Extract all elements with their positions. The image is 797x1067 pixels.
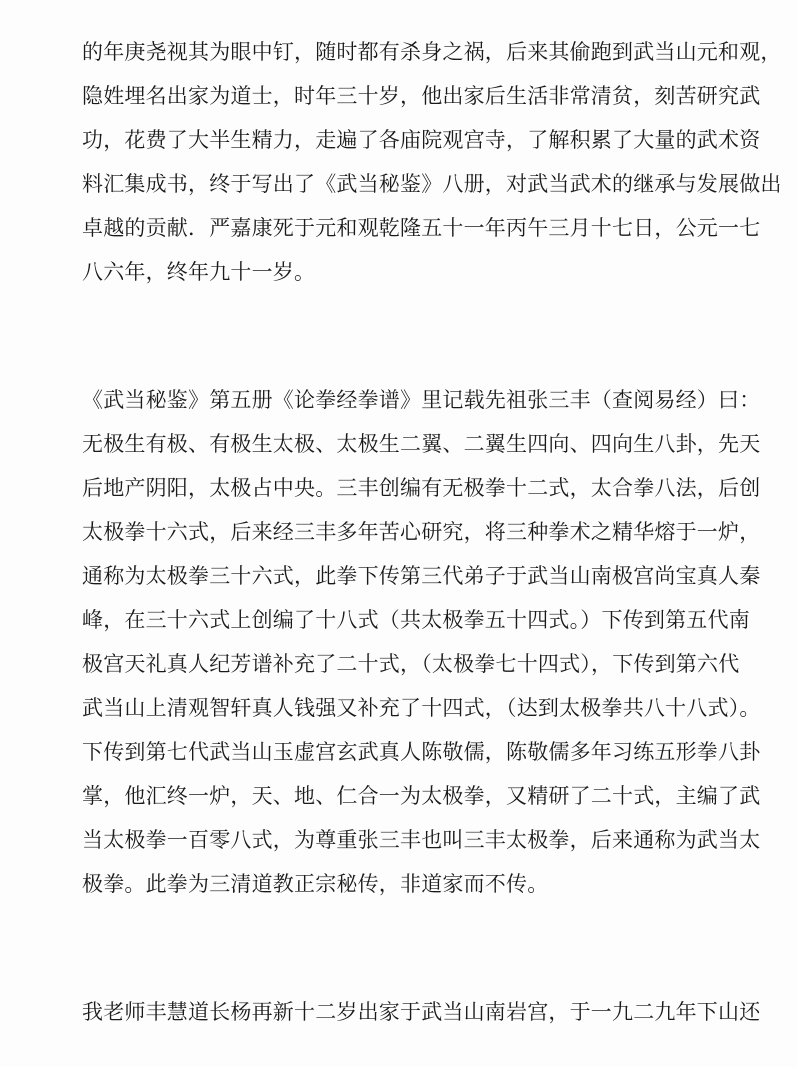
text-line: 太极拳十六式，后来经三丰多年苦心研究，将三种拳术之精华熔于一炉，	[82, 520, 761, 544]
text-line: 掌，他汇终一炉，天、地、仁合一为太极拳，又精研了二十式，主编了武	[82, 784, 761, 808]
text-line: 无极生有极、有极生太极、太极生二翼、二翼生四向、四向生八卦，先天	[82, 432, 761, 456]
text-line: 下传到第七代武当山玉虚宫玄武真人陈敬儒，陈敬儒多年习练五形拳八卦	[82, 740, 761, 764]
text-line: 后地产阴阳，太极占中央。三丰创编有无极拳十二式，太合拳八法，后创	[82, 476, 761, 500]
paragraph-2	[82, 378, 761, 906]
text-line: 八六年，终年九十一岁。	[82, 260, 316, 284]
text-line: 当太极拳一百零八式，为尊重张三丰也叫三丰太极拳，后来通称为武当太	[82, 828, 761, 852]
text-line: 极拳。此拳为三清道教正宗秘传，非道家而不传。	[82, 872, 549, 896]
text-line: 功，花费了大半生精力，走遍了各庙院观宫寺，了解积累了大量的武术资	[82, 128, 761, 152]
paragraph-1	[82, 30, 782, 294]
paragraph-3	[82, 990, 761, 1034]
text-line: 武当山上清观智轩真人钱强又补充了十四式，（达到太极拳共八十八式）。	[82, 696, 761, 720]
text-line: 的年庚尧视其为眼中钉，随时都有杀身之祸，后来其偷跑到武当山元和观，	[82, 40, 782, 64]
text-line: 峰，在三十六式上创编了十八式（共太极拳五十四式。）下传到第五代南	[82, 608, 750, 632]
text-line: 通称为太极拳三十六式，此拳下传第三代弟子于武当山南极宫尚宝真人秦	[82, 564, 761, 588]
text-line: 我老师丰慧道长杨再新十二岁出家于武当山南岩宫，于一九二九年下山还	[82, 1000, 761, 1024]
text-line: 卓越的贡献．严嘉康死于元和观乾隆五十一年丙午三月十七日，公元一七	[82, 216, 761, 240]
text-line: 极宫天礼真人纪芳谱补充了二十式，（太极拳七十四式），下传到第六代	[82, 652, 740, 676]
text-line: 《武当秘鉴》第五册《论拳经拳谱》里记载先祖张三丰（查阅易经）曰：	[82, 388, 761, 412]
text-line: 料汇集成书，终于写出了《武当秘鉴》八册，对武当武术的继承与发展做出	[82, 172, 782, 196]
text-line: 隐姓埋名出家为道士，时年三十岁，他出家后生活非常清贫，刻苦研究武	[82, 84, 761, 108]
